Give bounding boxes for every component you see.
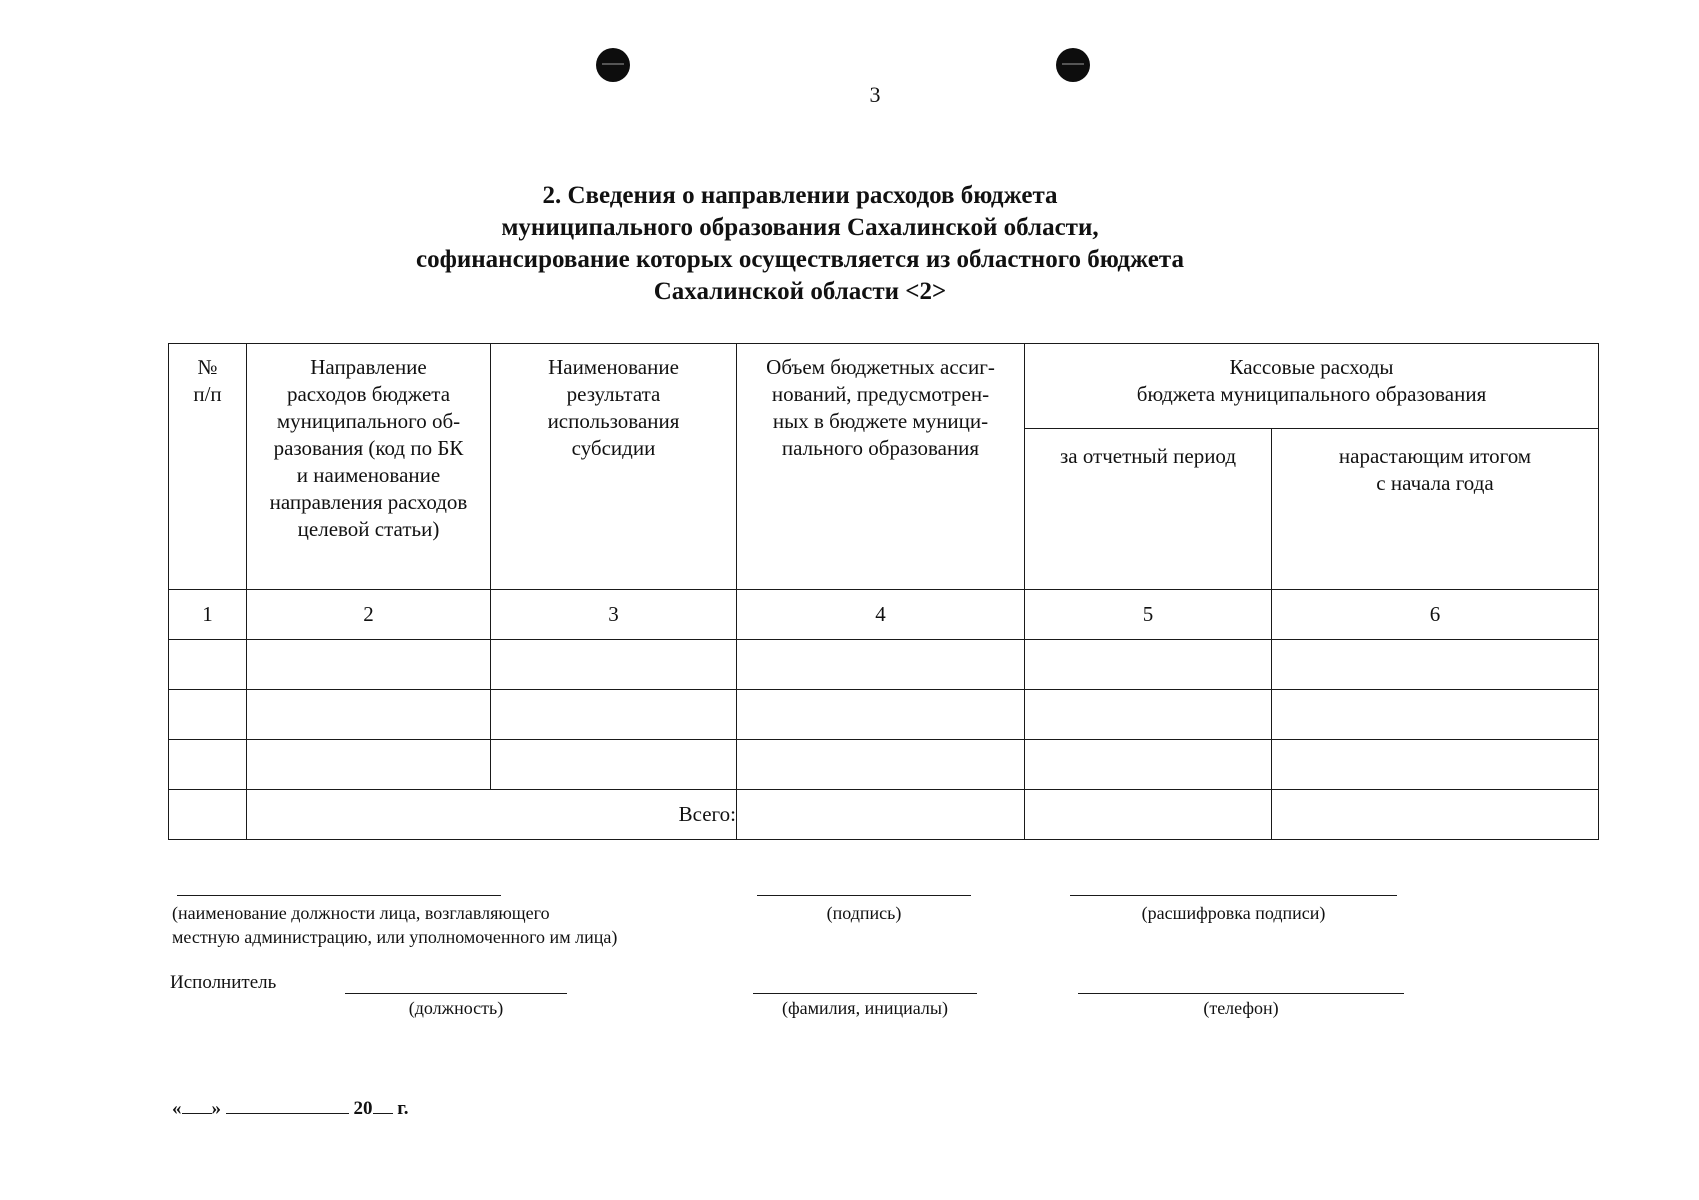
signature-line[interactable]	[757, 895, 971, 896]
table-cell[interactable]	[1025, 640, 1272, 690]
total-allocations-cell[interactable]	[737, 790, 1025, 840]
table-cell	[169, 790, 247, 840]
budget-expenses-table	[168, 343, 1599, 840]
date-year-suffix: г.	[397, 1098, 409, 1119]
table-cell[interactable]	[491, 740, 737, 790]
signature-decoding-line[interactable]	[1070, 895, 1397, 896]
column-number: 4	[737, 590, 1025, 640]
signature-decoding-caption: (расшифровка подписи)	[1141, 903, 1326, 923]
table-cell[interactable]	[737, 690, 1025, 740]
position-caption: (наименование должности лица, возглавляющего местную администрацию, или уполномоченного им лица)	[172, 903, 618, 947]
header-cell-result-name: Наименование результата использования субсидии	[491, 344, 737, 590]
executor-phone-caption: (телефон)	[1203, 998, 1279, 1018]
section-title	[300, 180, 1300, 308]
table-cell[interactable]	[1025, 740, 1272, 790]
title-line-3: софинансирование которых осуществляется из областного бюджета	[415, 246, 1184, 273]
table-row	[169, 640, 1599, 690]
table-cell[interactable]	[491, 640, 737, 690]
header-cell-cash-expenses: Кассовые расходы бюджета муниципального образования	[1025, 344, 1599, 429]
table-cell[interactable]	[169, 640, 247, 690]
table-cell[interactable]	[491, 690, 737, 740]
table-cell[interactable]	[1272, 640, 1599, 690]
title-line-1: 2. Сведения о направлении расходов бюджета	[542, 182, 1058, 209]
header-cell-cumulative: нарастающим итогом с начала года	[1272, 429, 1599, 590]
table-cell[interactable]	[1272, 740, 1599, 790]
executor-label: Исполнитель	[170, 972, 277, 993]
signature-caption: (подпись)	[826, 903, 902, 923]
header-cell-number: № п/п	[169, 344, 247, 590]
table-cell[interactable]	[1272, 690, 1599, 740]
table-header-row	[169, 344, 1599, 429]
total-reporting-period-cell[interactable]	[1025, 790, 1272, 840]
executor-position-caption: (должность)	[408, 998, 504, 1018]
table-cell[interactable]	[169, 740, 247, 790]
executor-name-line[interactable]	[753, 993, 977, 994]
column-number-row	[169, 590, 1599, 640]
table-cell[interactable]	[737, 740, 1025, 790]
date-line	[172, 1095, 409, 1120]
header-cell-direction: Направление расходов бюджета муниципального об- разования (код по БК и наименование направления расходов целевой статьи)	[247, 344, 491, 590]
table-row	[169, 690, 1599, 740]
date-open-quote: «	[172, 1098, 182, 1119]
column-number: 3	[491, 590, 737, 640]
table-cell[interactable]	[247, 640, 491, 690]
header-cell-reporting-period: за отчетный период	[1025, 429, 1272, 590]
date-year-prefix: 20	[353, 1098, 373, 1119]
date-day-field[interactable]	[182, 1095, 212, 1114]
column-number: 5	[1025, 590, 1272, 640]
page-number: 3	[869, 82, 881, 107]
date-year-field[interactable]	[373, 1095, 393, 1114]
executor-position-line[interactable]	[345, 993, 567, 994]
title-line-2: муниципального образования Сахалинской области,	[501, 214, 1099, 241]
total-row	[169, 790, 1599, 840]
column-number: 1	[169, 590, 247, 640]
punch-hole-left	[596, 48, 630, 82]
date-close-quote: »	[211, 1098, 221, 1119]
punch-hole-right	[1056, 48, 1090, 82]
column-number: 6	[1272, 590, 1599, 640]
total-label: Всего:	[247, 790, 737, 840]
table-cell[interactable]	[1025, 690, 1272, 740]
total-cumulative-cell[interactable]	[1272, 790, 1599, 840]
table-row	[169, 740, 1599, 790]
column-number: 2	[247, 590, 491, 640]
executor-name-caption: (фамилия, инициалы)	[782, 998, 948, 1018]
table-cell[interactable]	[169, 690, 247, 740]
executor-phone-line[interactable]	[1078, 993, 1404, 994]
date-month-field[interactable]	[226, 1095, 349, 1114]
header-cell-allocations: Объем бюджетных ассиг- нований, предусмотрен- ных в бюджете муници- пального образования	[737, 344, 1025, 590]
table-cell[interactable]	[247, 740, 491, 790]
title-line-4: Сахалинской области <2>	[653, 278, 947, 305]
position-signature-line[interactable]	[177, 895, 501, 896]
table-cell[interactable]	[737, 640, 1025, 690]
table-cell[interactable]	[247, 690, 491, 740]
